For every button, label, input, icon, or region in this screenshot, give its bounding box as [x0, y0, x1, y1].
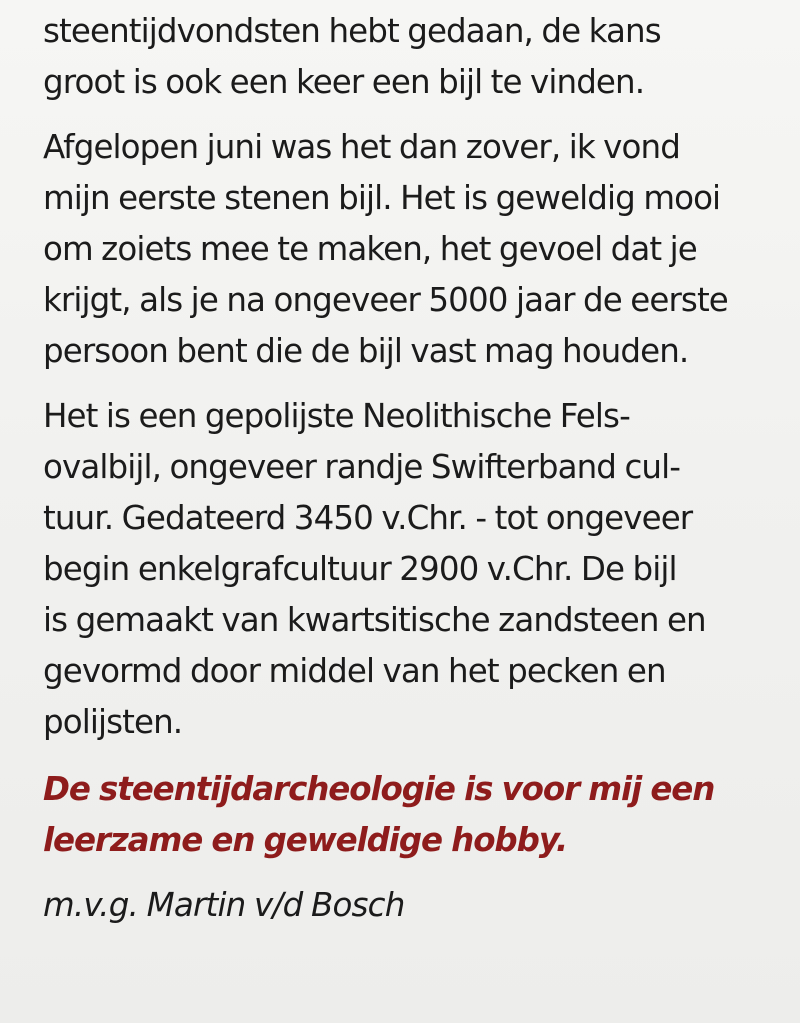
text-line: polijsten. — [43, 703, 183, 741]
text-line: De steentijdarcheologie is voor mij een — [43, 770, 715, 808]
text-line: is gemaakt van kwartsitische zandsteen en — [43, 601, 706, 639]
paragraph-spacer — [43, 108, 800, 122]
text-line: ovalbijl, ongeveer randje Swifterband cul- — [43, 448, 681, 486]
paragraph-intro-continued — [43, 6, 800, 108]
text-line: om zoiets mee te maken, het gevoel dat je — [43, 230, 697, 268]
text-line: Het is een gepolijste Neolithische Fels- — [43, 397, 630, 435]
text-line: begin enkelgrafcultuur 2900 v.Chr. De bijl — [43, 550, 677, 588]
text-line: leerzame en geweldige hobby. — [43, 821, 568, 859]
text-line: mijn eerste stenen bijl. Het is geweldig mooi — [43, 179, 721, 217]
text-line: tuur. Gedateerd 3450 v.Chr. - tot ongeveer — [43, 499, 693, 537]
text-line: groot is ook een keer een bijl te vinden. — [43, 63, 645, 101]
text-line: Afgelopen juni was het dan zover, ik vond — [43, 128, 680, 166]
signature: m.v.g. Martin v/d Bosch — [43, 886, 405, 924]
paragraph-spacer — [43, 748, 800, 764]
paragraph-axe-description — [43, 391, 800, 748]
paragraph-spacer — [43, 866, 800, 880]
text-line: krijgt, als je na ongeveer 5000 jaar de eerste — [43, 281, 728, 319]
text-line: steentijdvondsten hebt gedaan, de kans — [43, 12, 661, 50]
closing-highlight — [43, 764, 800, 866]
text-line: gevormd door middel van het pecken en — [43, 652, 666, 690]
paragraph-spacer — [43, 377, 800, 391]
text-line: persoon bent die de bijl vast mag houden. — [43, 332, 689, 370]
paragraph-find-story — [43, 122, 800, 377]
